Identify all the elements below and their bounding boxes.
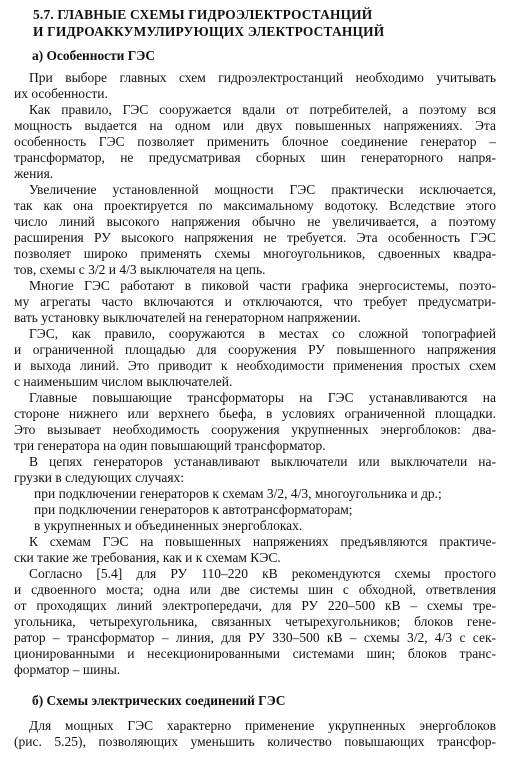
text-line: вать установку выключателей на генераторном напряжении. xyxy=(14,310,361,325)
section-title-line-1: 5.7. ГЛАВНЫЕ СХЕМЫ ГИДРОЭЛЕКТРОСТАНЦИЙ xyxy=(33,7,373,22)
text-line: Увеличение установленной мощности ГЭС практически исключается, xyxy=(29,182,496,197)
text-line: угольника, четырехугольника, связанных четырехугольников; блоков гене- xyxy=(14,614,496,629)
text-line: ционированными и несекционированными системами шин; блоков транс- xyxy=(14,646,496,661)
section-title-line-2: И ГИДРОАККУМУЛИРУЮЩИХ ЭЛЕКТРОСТАНЦИЙ xyxy=(33,24,385,39)
text-line: жения. xyxy=(14,166,54,181)
text-line: ски такие же требования, как и к схемам КЭС. xyxy=(14,550,281,565)
text-line: В цепях генераторов устанавливают выключатели или выключатели на- xyxy=(29,454,496,469)
text-line: ратор – трансформатор – линия, для РУ 330–500 кВ – схемы 3/2, 4/3 с сек- xyxy=(14,630,496,645)
text-line: и сдвоенного моста; одна или две системы шин с обходной, ответвления xyxy=(14,582,496,597)
text-line: Многие ГЭС работают в пиковой части графика энергосистемы, поэто- xyxy=(29,278,496,293)
text-line: Как правило, ГЭС сооружается вдали от потребителей, а поэтому вся xyxy=(29,102,496,117)
text-line: (рис. 5.25), позволяющих уменьшить количество повышающих трансфор- xyxy=(14,734,496,749)
text-line: му агрегаты часто включаются и отключаются, что требует предусматри- xyxy=(14,294,496,309)
text-line: Согласно [5.4] для РУ 110–220 кВ рекомендуются схемы простого xyxy=(29,566,496,581)
list-item: при подключении генераторов к схемам 3/2, 4/3, многоугольника и др.; xyxy=(34,486,442,501)
text-line: особенность ГЭС позволяет применить блочное соединение генератор – xyxy=(14,134,496,149)
text-line: и выхода линий. Это приводит к необходимости применения простых схем xyxy=(14,358,496,373)
text-line: так как она проектируется по максимальному водотоку. Вследствие этого xyxy=(14,198,496,213)
section-title xyxy=(33,6,493,40)
text-line: стороне нижнего или верхнего бьефа, в условиях ограниченной площадки. xyxy=(14,406,496,421)
text-line: с наименьшим числом выключателей. xyxy=(14,374,233,389)
list-item: при подключении генераторов к автотрансформаторам; xyxy=(34,502,353,517)
text-line: и ограниченной площадью для сооружения РУ повышенного напряжения xyxy=(14,342,496,357)
text-line: три генератора на один повышающий трансформатор. xyxy=(14,438,326,453)
text-line: число линий высокого напряжения обычно не увеличивается, а поэтому xyxy=(14,214,496,229)
text-line: от проходящих линий электропередачи, для РУ 220–500 кВ – схемы тре- xyxy=(14,598,496,613)
text-line: мощность выдается на одном или двух повышенных напряжениях. Эта xyxy=(14,118,496,133)
text-line: ГЭС, как правило, сооружаются в местах со сложной топографией xyxy=(29,326,496,341)
text-line: При выборе главных схем гидроэлектростанций необходимо учитывать xyxy=(29,70,496,85)
text-line: К схемам ГЭС на повышенных напряжениях предъявляются практиче- xyxy=(29,534,496,549)
text-line: расширения РУ высокого напряжения не требуется. Эта особенность ГЭС xyxy=(14,230,496,245)
text-line: Это вызывает необходимость сооружения укрупненных энергоблоков: два- xyxy=(14,422,496,437)
text-line: Для мощных ГЭС характерно применение укрупненных энергоблоков xyxy=(29,718,496,733)
text-line: позволяет широко применять схемы многоугольников, сдвоенных квадра- xyxy=(14,246,496,261)
list-item: в укрупненных и объединенных энергоблоках. xyxy=(34,518,303,533)
subsection-heading-a: а) Особенности ГЭС xyxy=(32,48,156,63)
text-line: трансформатор, не предусматривая сборных шин генераторного напря- xyxy=(14,150,496,165)
text-line: тов, схемы с 3/2 и 4/3 выключателя на цепь. xyxy=(14,262,266,277)
text-line: Главные повышающие трансформаторы на ГЭС устанавливаются на xyxy=(29,390,496,405)
subsection-heading-b: б) Схемы электрических соединений ГЭС xyxy=(32,693,286,708)
text-line: их особенности. xyxy=(14,86,108,101)
text-line: форматор – шины. xyxy=(14,662,121,677)
text-line: грузки в следующих случаях: xyxy=(14,470,185,485)
